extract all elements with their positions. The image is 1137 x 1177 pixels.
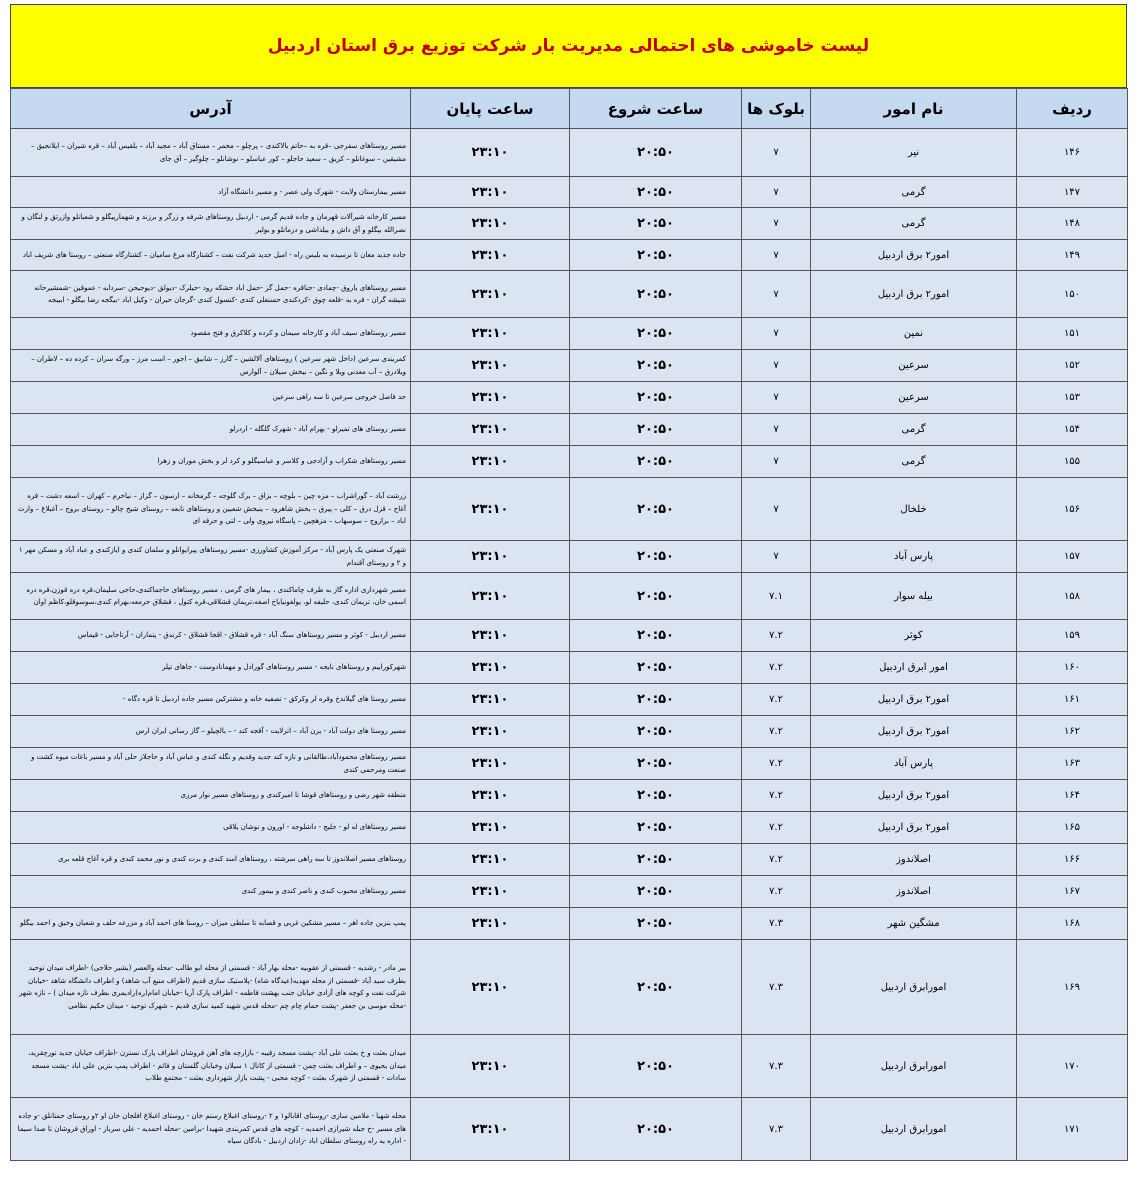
table-row bbox=[11, 208, 1128, 240]
row-district: امورابرق اردبیل bbox=[811, 1035, 1017, 1098]
row-district: گرمی bbox=[811, 414, 1017, 446]
table-row bbox=[11, 940, 1128, 1035]
row-start-time: ۲۰:۵۰ bbox=[570, 1035, 742, 1098]
row-district: سرعین bbox=[811, 382, 1017, 414]
row-start-time: ۲۰:۵۰ bbox=[570, 684, 742, 716]
row-block: ۷.۲ bbox=[742, 652, 811, 684]
row-end-time: ۲۳:۱۰ bbox=[411, 716, 570, 748]
row-end-time: ۲۳:۱۰ bbox=[411, 908, 570, 940]
row-end-time: ۲۳:۱۰ bbox=[411, 684, 570, 716]
table-row bbox=[11, 318, 1128, 350]
row-start-time: ۲۰:۵۰ bbox=[570, 940, 742, 1035]
row-block: ۷ bbox=[742, 350, 811, 382]
header-radif: ردیف bbox=[1017, 89, 1128, 129]
row-number: ۱۵۴ bbox=[1017, 414, 1128, 446]
table-row bbox=[11, 844, 1128, 876]
row-block: ۷.۲ bbox=[742, 748, 811, 780]
row-end-time: ۲۳:۱۰ bbox=[411, 382, 570, 414]
row-end-time: ۲۳:۱۰ bbox=[411, 208, 570, 240]
row-address: روستاهای مسیر اصلاندوز تا سه راهی سرشته ، روستاهای اسد کندی و برت کندی و نور محمد کندی و قره آغاج قلعه بری bbox=[11, 844, 411, 876]
row-number: ۱۶۱ bbox=[1017, 684, 1128, 716]
table-row bbox=[11, 446, 1128, 478]
table-row bbox=[11, 541, 1128, 573]
row-number: ۱۵۵ bbox=[1017, 446, 1128, 478]
row-number: ۱۶۰ bbox=[1017, 652, 1128, 684]
table-row bbox=[11, 812, 1128, 844]
row-address: مسیر شهرداری اداره گاز به طرف چاماکندی ، بیمار های گرمی ، مسیر روستاهای حاجماکندی،حاجی سلیمان،قره دره قوزن،قره دره اسمی خان، تریمان کندی، حلیفه لو، یولغونیایاخ اصغه،تریمان قشلاقی،قره کتول ، قشلاق حرمعه،بهرام کندی،سوسوقلو،کاظم اوان bbox=[11, 573, 411, 620]
table-row bbox=[11, 684, 1128, 716]
page-title: لیست خاموشی های احتمالی مدیریت بار شرکت توزیع برق استان اردبیل bbox=[10, 4, 1127, 88]
header-row bbox=[11, 89, 1128, 129]
row-number: ۱۵۱ bbox=[1017, 318, 1128, 350]
row-number: ۱۶۶ bbox=[1017, 844, 1128, 876]
row-number: ۱۵۰ bbox=[1017, 271, 1128, 318]
row-block: ۷.۳ bbox=[742, 1035, 811, 1098]
row-block: ۷.۲ bbox=[742, 684, 811, 716]
row-number: ۱۶۴ bbox=[1017, 780, 1128, 812]
row-end-time: ۲۳:۱۰ bbox=[411, 812, 570, 844]
row-start-time: ۲۰:۵۰ bbox=[570, 876, 742, 908]
row-address: مسیر روستا های دولت آباد - یزن آباد – اترلایت - آقجه کند - – بالچیلو – گاز رسانی ایران ارس bbox=[11, 716, 411, 748]
row-end-time: ۲۳:۱۰ bbox=[411, 350, 570, 382]
row-district: نیر bbox=[811, 129, 1017, 177]
row-district: امورابرق اردبیل bbox=[811, 1098, 1017, 1161]
table-row bbox=[11, 748, 1128, 780]
row-number: ۱۶۸ bbox=[1017, 908, 1128, 940]
row-start-time: ۲۰:۵۰ bbox=[570, 208, 742, 240]
row-number: ۱۴۷ bbox=[1017, 177, 1128, 208]
row-address: محله شهیا - ملامین سازی -روستای اقابالو۱ و ۲ -روستای اغبلاغ رستم خان - روستای اغبلاغ افلجان خان او ۲و روستای حمتانلق -و جاده های مسیر -خ جبله شیرازی احمدیه - کوچه های قدس کمربندی شهیدا -برامین -محله احمدیه - علی سرباز - اوراق فروشان تا صدا سیما - اداره یه راه روستای سلطان اباد -زادان اردبیل - بادگان سیاه bbox=[11, 1098, 411, 1161]
row-address: مسیر روستاهای شکراب و آزادجی و کلاسر و عباسیگلو و کرد لر و بخش موران و زهرا bbox=[11, 446, 411, 478]
row-district: اصلاندوز bbox=[811, 876, 1017, 908]
row-end-time: ۲۳:۱۰ bbox=[411, 940, 570, 1035]
row-number: ۱۶۹ bbox=[1017, 940, 1128, 1035]
row-block: ۷ bbox=[742, 129, 811, 177]
row-district: امور۲ برق اردبیل bbox=[811, 716, 1017, 748]
row-block: ۷ bbox=[742, 208, 811, 240]
row-start-time: ۲۰:۵۰ bbox=[570, 318, 742, 350]
table-row bbox=[11, 780, 1128, 812]
row-end-time: ۲۳:۱۰ bbox=[411, 318, 570, 350]
row-address: مسیر روستاهای سیف آباد و کارخانه سیمان و کرده و کلاکرق و فتح مقصود bbox=[11, 318, 411, 350]
row-number: ۱۶۵ bbox=[1017, 812, 1128, 844]
row-start-time: ۲۰:۵۰ bbox=[570, 620, 742, 652]
row-district: امور۲ برق اردبیل bbox=[811, 271, 1017, 318]
row-district: امور۲ برق اردبیل bbox=[811, 684, 1017, 716]
row-block: ۷ bbox=[742, 382, 811, 414]
outage-sheet bbox=[10, 4, 1127, 1161]
row-address: شهرک صنعتی یک پارس آباد - مرکز آموزش کشاورزی -مسیر روستاهای پیرایوانلو و سلمان کندی و ایازکندی و عباد آباد و مسکن مهر ۱ و ۲ و روستای آقندام bbox=[11, 541, 411, 573]
row-number: ۱۵۷ bbox=[1017, 541, 1128, 573]
row-number: ۱۷۱ bbox=[1017, 1098, 1128, 1161]
row-district: خلخال bbox=[811, 478, 1017, 541]
row-block: ۷.۲ bbox=[742, 780, 811, 812]
row-address: زرشت آباد – گوراشراب – مزه چین – بلوچه – بزاق – برک گلوجه – گرمخانه – ارسون – گزاز – نیاخرم – کهران – اسعه دشت – قره آغاج – قزل درق – کلی – پیرق – بخش شاهرود – ینبخش شعبین و روستاهای نابعه – روستای شیخ چالو – روستای بروج – آغبلاغ – وارث اباد – برازوج – سوسهاب – مزهچین – پاسگاه نیروی ولی – لتی و حرقه ای bbox=[11, 478, 411, 541]
row-end-time: ۲۳:۱۰ bbox=[411, 541, 570, 573]
row-address: مسیر روستاهای یاروق -چمادی -جناقره -حمل گز -حمل اباد حشکه رود -حیلرک -دیولق -دیوجیحن -سردابه - عموقین -شمشیرحانه شیشه گران - قره به -قلعه چوق -کردکندی حسنعلی کندی -کنسول کندی -گرجان حیران - وکیل اباد -بیگجه رضا بیگلو - ابیبجه bbox=[11, 271, 411, 318]
row-number: ۱۵۳ bbox=[1017, 382, 1128, 414]
row-block: ۷ bbox=[742, 177, 811, 208]
row-block: ۷.۳ bbox=[742, 908, 811, 940]
row-address: مسیر روستاهای محبوب کندی و ناصر کندی و بیمور کندی bbox=[11, 876, 411, 908]
row-block: ۷ bbox=[742, 414, 811, 446]
row-end-time: ۲۳:۱۰ bbox=[411, 271, 570, 318]
table-row bbox=[11, 129, 1128, 177]
row-address: مسیر روستای های تمیرلو - بهرام آباد - شهرک گلگله - اردرلو bbox=[11, 414, 411, 446]
row-start-time: ۲۰:۵۰ bbox=[570, 573, 742, 620]
row-district: اصلاندوز bbox=[811, 844, 1017, 876]
row-district: پارس آباد bbox=[811, 541, 1017, 573]
row-district: سرعین bbox=[811, 350, 1017, 382]
row-address: پمپ بنزین جاده اهر – مسیر مشکین غربی و قصابه تا سلطی میزان – روستا های احمد آباد و مزرعه حلف و شعبان وخیق و احمد بیگلو bbox=[11, 908, 411, 940]
row-district: گرمی bbox=[811, 208, 1017, 240]
row-start-time: ۲۰:۵۰ bbox=[570, 478, 742, 541]
row-start-time: ۲۰:۵۰ bbox=[570, 844, 742, 876]
row-district: بیله سوار bbox=[811, 573, 1017, 620]
row-start-time: ۲۰:۵۰ bbox=[570, 240, 742, 271]
row-district: کوثر bbox=[811, 620, 1017, 652]
row-address: مسیر روستاهای سفرجی –قره به –حاتم بالاکندی – پرچلو – محمر – مستاق آباد – مجید آباد – بلقیس آباد – قره شیران – ایلانجیق – مشیقین – سوغانلو – کریق – سعید حاجلو – کور عباسلو – نوشانلو – چلوگیر – آق جای bbox=[11, 129, 411, 177]
table-row bbox=[11, 350, 1128, 382]
row-address: جاده جدید مغان تا نرسیده به بلیس راه - امیل جدید شرکت نفت – کشتارگاه مرغ سامیان – کشتارگاه صنعتی – روستا های شریف اباد bbox=[11, 240, 411, 271]
row-block: ۷ bbox=[742, 446, 811, 478]
row-end-time: ۲۳:۱۰ bbox=[411, 177, 570, 208]
row-start-time: ۲۰:۵۰ bbox=[570, 748, 742, 780]
row-end-time: ۲۳:۱۰ bbox=[411, 652, 570, 684]
row-address: مسیر روستاهای محمودآباد،طالقانی و نازه کند جدید وقدیم و نگله کندی و عباس آباد و حاجلاز حلی آباد و مسیر باغات میوه کشت و صنعت ومرحمی کندی bbox=[11, 748, 411, 780]
row-district: امور۲ برق اردبیل bbox=[811, 812, 1017, 844]
row-start-time: ۲۰:۵۰ bbox=[570, 271, 742, 318]
row-start-time: ۲۰:۵۰ bbox=[570, 129, 742, 177]
row-district: مشگین شهر bbox=[811, 908, 1017, 940]
table-body bbox=[11, 129, 1128, 1161]
header-address: آدرس bbox=[11, 89, 411, 129]
row-end-time: ۲۳:۱۰ bbox=[411, 748, 570, 780]
row-district: امور۲ برق اردبیل bbox=[811, 780, 1017, 812]
row-number: ۱۴۶ bbox=[1017, 129, 1128, 177]
table-row bbox=[11, 652, 1128, 684]
row-block: ۷.۳ bbox=[742, 940, 811, 1035]
row-start-time: ۲۰:۵۰ bbox=[570, 446, 742, 478]
row-number: ۱۵۸ bbox=[1017, 573, 1128, 620]
table-row bbox=[11, 478, 1128, 541]
row-number: ۱۵۹ bbox=[1017, 620, 1128, 652]
table-row bbox=[11, 382, 1128, 414]
row-number: ۱۴۹ bbox=[1017, 240, 1128, 271]
row-address: حد فاصل خروجی سرعین تا سه راهی سرعین bbox=[11, 382, 411, 414]
row-start-time: ۲۰:۵۰ bbox=[570, 780, 742, 812]
table-row bbox=[11, 271, 1128, 318]
row-address: کمربندی سرعین (داخل شهر سرعین ) روستاهای آلالشین – گارز – شابیق – اجور – اسب مرز – ورگه سران – کرده ده – لاطران – ویلادرق – آب معدنی ویلا و نگین – بیخش سیلان – آلوارس bbox=[11, 350, 411, 382]
table-row bbox=[11, 876, 1128, 908]
row-end-time: ۲۳:۱۰ bbox=[411, 446, 570, 478]
row-start-time: ۲۰:۵۰ bbox=[570, 382, 742, 414]
row-number: ۱۶۷ bbox=[1017, 876, 1128, 908]
row-address: مسیر بیمارستان ولایت - شهرک ولی عصر - و مسیر دانشگاه آزاد bbox=[11, 177, 411, 208]
header-end: ساعت پایان bbox=[411, 89, 570, 129]
header-blocks: بلوک ها bbox=[742, 89, 811, 129]
row-block: ۷.۲ bbox=[742, 844, 811, 876]
row-start-time: ۲۰:۵۰ bbox=[570, 350, 742, 382]
row-district: گرمی bbox=[811, 446, 1017, 478]
row-block: ۷.۲ bbox=[742, 876, 811, 908]
row-end-time: ۲۳:۱۰ bbox=[411, 780, 570, 812]
row-address: شهرکوراییم و روستاهای نایجه - مسیر روستاهای گورادل و مهمانادوست - جاهای تپلر bbox=[11, 652, 411, 684]
table-row bbox=[11, 620, 1128, 652]
header-name: نام امور bbox=[811, 89, 1017, 129]
row-block: ۷ bbox=[742, 240, 811, 271]
row-address: مسیر اردبیل - کوثر و مسیر روستاهای سنگ آباد - قره قشلاق - اقجا قشلاق - کرندق - پتماران - آرتاجایی - قیماس bbox=[11, 620, 411, 652]
row-start-time: ۲۰:۵۰ bbox=[570, 716, 742, 748]
row-start-time: ۲۰:۵۰ bbox=[570, 652, 742, 684]
table-row bbox=[11, 716, 1128, 748]
row-number: ۱۴۸ bbox=[1017, 208, 1128, 240]
row-block: ۷.۲ bbox=[742, 620, 811, 652]
row-block: ۷ bbox=[742, 271, 811, 318]
row-end-time: ۲۳:۱۰ bbox=[411, 844, 570, 876]
row-district: امور۲ برق اردبیل bbox=[811, 240, 1017, 271]
row-end-time: ۲۳:۱۰ bbox=[411, 414, 570, 446]
row-block: ۷.۲ bbox=[742, 812, 811, 844]
table-row bbox=[11, 414, 1128, 446]
row-start-time: ۲۰:۵۰ bbox=[570, 1098, 742, 1161]
row-end-time: ۲۳:۱۰ bbox=[411, 1098, 570, 1161]
row-number: ۱۵۶ bbox=[1017, 478, 1128, 541]
row-start-time: ۲۰:۵۰ bbox=[570, 177, 742, 208]
row-end-time: ۲۳:۱۰ bbox=[411, 876, 570, 908]
table-row bbox=[11, 908, 1128, 940]
row-district: امورابرق اردبیل bbox=[811, 940, 1017, 1035]
row-end-time: ۲۳:۱۰ bbox=[411, 1035, 570, 1098]
row-end-time: ۲۳:۱۰ bbox=[411, 240, 570, 271]
row-end-time: ۲۳:۱۰ bbox=[411, 478, 570, 541]
table-row bbox=[11, 1035, 1128, 1098]
row-number: ۱۷۰ bbox=[1017, 1035, 1128, 1098]
header-start: ساعت شروع bbox=[570, 89, 742, 129]
row-block: ۷.۲ bbox=[742, 716, 811, 748]
row-address: میدان بعثت و خ بعثت علی آباد -پشت مسجد رقیبه - بازارچه های آهن فروشان اطراف پارک نسترن -اطراف خیابان جدید نورچقرید، میدان یحیوی – و اطراف بعثت چمن - قسمتی از کانال ۱ سیلان وخیابان گلستان و قائم - اطراف پمپ بنزین علی اباد -پشت مسجد سادات - قسمتی از شهرک بعثت - کوچه محبی - پشت بازار شهرداری بعثت - مجتمع طلاب bbox=[11, 1035, 411, 1098]
row-district: نمین bbox=[811, 318, 1017, 350]
row-block: ۷.۱ bbox=[742, 573, 811, 620]
row-block: ۷ bbox=[742, 478, 811, 541]
row-address: مسیر روستاهای له لو - جلیج - داشلوجه - اورون و نوشان یلاقی bbox=[11, 812, 411, 844]
row-address: منطقه شهر رضی و روستاهای قوشا تا امیرکندی و روستاهای مسیر نوار مرزی bbox=[11, 780, 411, 812]
row-number: ۱۶۳ bbox=[1017, 748, 1128, 780]
table-row bbox=[11, 573, 1128, 620]
row-address: مسیر روستا های گیلاندخ وقره لر وکرکق - تصفیه خانه و مشترکین مسیر جاده اردبیل تا قره دگاه - bbox=[11, 684, 411, 716]
row-block: ۷.۳ bbox=[742, 1098, 811, 1161]
outage-table bbox=[10, 88, 1128, 1161]
row-start-time: ۲۰:۵۰ bbox=[570, 541, 742, 573]
row-start-time: ۲۰:۵۰ bbox=[570, 414, 742, 446]
row-district: امور ابرق اردبیل bbox=[811, 652, 1017, 684]
table-row bbox=[11, 1098, 1128, 1161]
row-end-time: ۲۳:۱۰ bbox=[411, 573, 570, 620]
row-end-time: ۲۳:۱۰ bbox=[411, 620, 570, 652]
table-row bbox=[11, 240, 1128, 271]
row-end-time: ۲۳:۱۰ bbox=[411, 129, 570, 177]
row-block: ۷ bbox=[742, 541, 811, 573]
row-address: بیر مادر - رشدیه - قسمتی از عقوبیه -محله بهار آباد - قسمتی از محله ابو طالب -محله والعصر (بشیر حلاجی) -اطراف میدان توحید بطرف سید آباد -قسمتی از محله مهدیه(عیدگاه شاه) -پلاستیک سازی قدیم (اطراف منبع آب شاهد) و اطراف دانشگاه شاهد -خیابان شرکت نفت و کوچه های آزادی خیابان جنب بهشت فاطمه - اطراف پارک آریا -خیابان امام(ره)رادیمری بطرف نازه میدان ) – نازه شهر -محله موسی بن جعفر -پشت حمام چام چم -محله قدس شهید کمید سازی قدیم – شهرک توحید - میدان حکیم نظامی bbox=[11, 940, 411, 1035]
row-number: ۱۵۲ bbox=[1017, 350, 1128, 382]
row-block: ۷ bbox=[742, 318, 811, 350]
row-district: پارس آباد bbox=[811, 748, 1017, 780]
row-number: ۱۶۲ bbox=[1017, 716, 1128, 748]
row-district: گرمی bbox=[811, 177, 1017, 208]
row-start-time: ۲۰:۵۰ bbox=[570, 812, 742, 844]
table-row bbox=[11, 177, 1128, 208]
row-address: مسیر کارخانه شیرآلات قهرمان و جاده قدیم گرمی - اردبیل روستاهای شرفه و زرگر و برزند و شهمارپیگلو و شعبانلو وازرتق و لنگان و نصرالله بیگلو و آق داش و بیلداشی و درمانلو و بولیر bbox=[11, 208, 411, 240]
row-start-time: ۲۰:۵۰ bbox=[570, 908, 742, 940]
